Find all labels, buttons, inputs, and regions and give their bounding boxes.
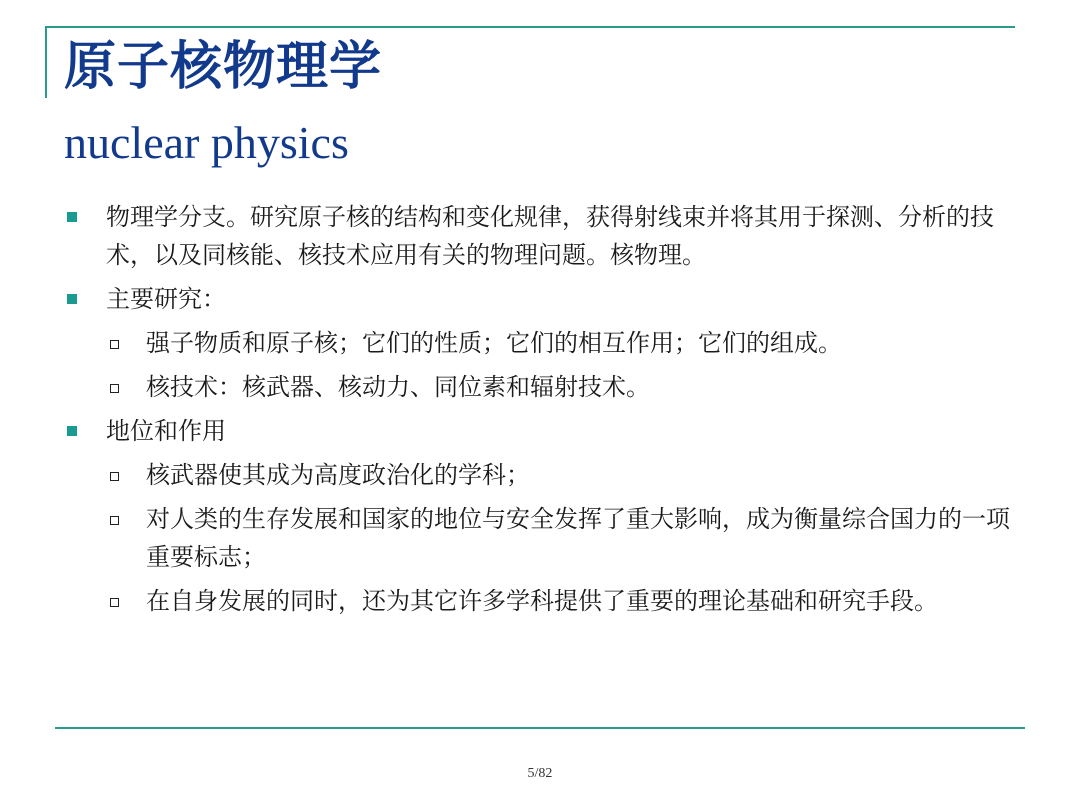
bullet-item-status-role xyxy=(60,412,1020,450)
bottom-rule xyxy=(55,727,1025,729)
square-bullet-icon xyxy=(67,294,77,304)
sub-bullet-item xyxy=(60,582,1020,620)
sub-bullet-text: 强子物质和原子核；它们的性质；它们的相互作用；它们的组成。 xyxy=(146,329,842,357)
slide-subtitle: nuclear physics xyxy=(64,117,349,168)
hollow-square-bullet-icon xyxy=(110,516,119,525)
bullet-text: 地位和作用 xyxy=(106,417,226,445)
hollow-square-bullet-icon xyxy=(110,340,119,349)
sub-bullet-item xyxy=(60,456,1020,494)
sub-bullet-text: 核技术：核武器、核动力、同位素和辐射技术。 xyxy=(146,373,650,401)
sub-bullet-text: 对人类的生存发展和国家的地位与安全发挥了重大影响，成为衡量综合国力的一项重要标志； xyxy=(146,505,1010,571)
sub-bullet-text: 在自身发展的同时，还为其它许多学科提供了重要的理论基础和研究手段。 xyxy=(146,587,938,615)
bullet-item-definition xyxy=(60,198,1020,274)
square-bullet-icon xyxy=(67,212,77,222)
bullet-text: 主要研究： xyxy=(106,285,226,313)
sub-bullet-text: 核武器使其成为高度政治化的学科； xyxy=(146,461,530,489)
slide-content xyxy=(60,198,1020,626)
sub-bullet-item xyxy=(60,500,1020,576)
sub-bullet-item xyxy=(60,324,1020,362)
page-number: 5/82 xyxy=(527,766,553,781)
sub-bullet-item xyxy=(60,368,1020,406)
square-bullet-icon xyxy=(67,426,77,436)
hollow-square-bullet-icon xyxy=(110,472,119,481)
top-rule xyxy=(45,26,1015,28)
bullet-text: 物理学分支。研究原子核的结构和变化规律，获得射线束并将其用于探测、分析的技术，以及同核能、核技术应用有关的物理问题。核物理。 xyxy=(106,203,994,269)
hollow-square-bullet-icon xyxy=(110,598,119,607)
left-rule xyxy=(45,26,47,98)
hollow-square-bullet-icon xyxy=(110,384,119,393)
slide-title: 原子核物理学 xyxy=(64,37,383,97)
bullet-item-main-research xyxy=(60,280,1020,318)
